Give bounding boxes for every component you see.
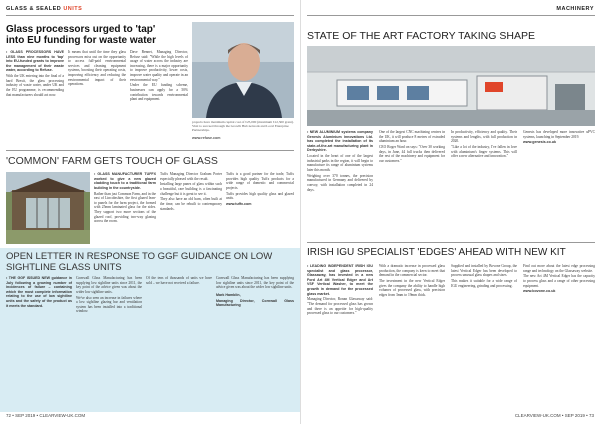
story2-col1 bbox=[94, 172, 156, 248]
right-story2-para: This makes it suitable for a wide range of IGU engineering, grinding and processing. bbox=[451, 278, 517, 288]
right-story1-para: Located in the heart of one of the largest industrial parks in the region, it will begin to manufacture its range of aluminium systems later this month. bbox=[307, 154, 373, 172]
header-rule bbox=[6, 15, 294, 16]
right-section-label: MACHINERY bbox=[556, 6, 594, 12]
story2-headline: 'COMMON' FARM GETS TOUCH OF GLASS bbox=[6, 155, 218, 167]
right-story2-para: Supplied and installed by Bovone Group, the latest Vertical Edger has been developed to process unusual glass shapes and sizes. bbox=[451, 264, 517, 278]
right-story1-para: Weighing over 370 tonnes, the precision manufactured in Germany and delivered by convoy, with installation completed in 24 days. bbox=[307, 173, 373, 192]
right-story1-para: Genesis has developed more innovative uPVC systems, launching in September 2019. bbox=[523, 130, 595, 139]
story2-col2 bbox=[160, 172, 222, 248]
story3-col3 bbox=[146, 276, 212, 406]
left-footer: 72 • SEP 2019 • CLEARVIEW-UK.COM bbox=[6, 413, 86, 418]
right-story2-col3 bbox=[451, 264, 517, 410]
section-label-main: GLASS & SEALED bbox=[6, 6, 64, 12]
header-rule bbox=[307, 15, 595, 16]
right-story2-col4 bbox=[523, 264, 595, 410]
right-story2-para: Managing Director, Ronan Glassaway said: "The demand for processed glass has grown and there is an appetite for high-quality processed glass to our customers." bbox=[307, 297, 373, 316]
story1-col1 bbox=[6, 50, 64, 142]
right-story1-para: In productivity, efficiency and quality. Their systems and lengths, with full production in 2020. bbox=[451, 130, 517, 144]
story2-para: Tuffx provides high quality glass and glazed units. bbox=[226, 191, 294, 201]
story3-lead: • THE GGF ISSUED NEW guidance in July following a growing number of incidences of failure – containing which the most complete information relating to the use of low sightline units and the safety of the product as it meets the standard. bbox=[6, 276, 72, 308]
story2-para: Tuffx Managing Director Graham Porter especially pleased with the result. bbox=[160, 172, 222, 181]
right-story2-para: The investment in the new Vertical Edger gives the company the ability to handle high volumes of processed glass, with precision edges from 3mm to 19mm thick. bbox=[379, 278, 445, 297]
right-footer: CLEARVIEW-UK.COM • SEP 2019 • 73 bbox=[514, 413, 594, 418]
story-divider bbox=[307, 242, 595, 243]
right-story2-col2 bbox=[379, 264, 445, 410]
story2-para: Rather than just Common Farm, and in the east of Lincolnshire, the first glazed lean-to panels for the farm project, the formed with 25mm laminated glass for the sides. They support two more sections of the glazed roof, providing two-way glazing across the room. bbox=[94, 191, 156, 224]
right-story1-col2 bbox=[379, 130, 445, 238]
story2-para: Installing large panes of glass within such a beautiful, rare building is a fascinating challenge but it is great to see it. bbox=[160, 182, 222, 196]
story2-col3 bbox=[226, 172, 294, 248]
portrait-photo bbox=[192, 22, 294, 118]
right-story1-headline: STATE OF THE ART FACTORY TAKING SHAPE bbox=[307, 30, 535, 42]
story1-para: With the UK entering into the final of a hard Brexit, the glass processing industry of waste water, under UK and the EU programme, is recommending that manufacturers should act now. bbox=[6, 74, 64, 97]
story1-url[interactable]: www.refuse.com bbox=[192, 135, 221, 140]
story2-para: Tuffx is a good partner for the trade, Tuffx provides high quality Tuffx products for a wide range of domestic and commercial projects. bbox=[226, 172, 294, 190]
right-story1-lead: • NEW ALUMINIUM systems company Genesis Aluminium Innovations Ltd. has completed the installation of its state-of-the-art manufacturing plant in Derbyshire. bbox=[307, 130, 373, 153]
story1-col2 bbox=[68, 50, 126, 142]
story1-caption bbox=[192, 120, 294, 140]
story3-headline: OPEN LETTER IN RESPONSE TO GGF GUIDANCE ON LOW SIGHTLINE GLASS UNITS bbox=[6, 251, 273, 273]
right-story2-url[interactable]: www.bovone.co.uk bbox=[523, 289, 556, 294]
story3-para: Cornwall Glass Manufacturing has been supplying low sightline units since 2011, the key point of the advice given was about the wider low sightline units. bbox=[216, 276, 294, 290]
right-story2-headline: IRISH IGU SPECIALIST 'EDGES' AHEAD WITH NEW KIT bbox=[307, 247, 566, 258]
story3-para: Cornwall Glass Manufacturing has been supplying low sightline units since 2011, the key point of the advice given was about the wider low sightline units. bbox=[76, 276, 142, 294]
story3-sign-name: Mark Hamblin, bbox=[216, 292, 241, 297]
story3-para: Of the tens of thousands of units we have sold – we have not received a failure. bbox=[146, 276, 212, 285]
right-story1-col1 bbox=[307, 130, 373, 238]
right-story1-para: One of the largest CNC machining centres in the UK, it will produce 8 metres of extruded aluminium an hour. bbox=[379, 130, 445, 144]
story1-para: It means that until the time they glass processors miss out on the opportunity to access full-paid environmental services and cleaning equipment systems, boosting their operating costs, improving efficiency and reducing the environmental impact of their operations. bbox=[68, 50, 126, 87]
right-story2-lead: • LEADING INDEPENDENT IRISH IGU specialist and glass processor, Glassaway, has invested in a new Ford Art 4M Vertical Edger and Art VSF Vertical Washer, to meet the growth in demand for the processed glass market. bbox=[307, 264, 373, 296]
story2-para: They also have an old barn, often built at the time, can be rebuilt to contemporary standards. bbox=[160, 197, 222, 211]
story1-col3 bbox=[130, 50, 188, 142]
section-label bbox=[6, 6, 82, 12]
story-divider bbox=[6, 150, 294, 151]
story2-lead: • GLASS MANUFACTURER TUFFX worked to give a new glazed cladding touch to a traditional farm building in the countryside. bbox=[94, 172, 156, 190]
story1-lead: • GLASS PROCESSORS HAVE LESS than nine months to 'tap' into EU-funded grants to improve the management of their waste water, according to Refuse. bbox=[6, 50, 64, 73]
story3-col4 bbox=[216, 276, 294, 406]
story1-para: Under the EU funding scheme, businesses can apply for a 50% contribution towards environmental plant and equipment. bbox=[130, 83, 188, 102]
right-story1-url[interactable]: www.genesis.co.uk bbox=[523, 140, 557, 145]
story1-para: Dave Bennet, Managing Director, Refuse said: "While the high levels of usage of water across the industry are increasing, there is a major opportunity to improve productivity, lower costs, improve water quality and operate in an environmental way." bbox=[130, 50, 188, 82]
right-story1-para: CEO Roger Ward on says: "Over 30 working days, in June, 44 full trucks then delivered the rest of the machinery and equipment for our customers." bbox=[379, 144, 445, 163]
story1-headline: Glass processors urged to 'tap' into EU funding for waste water bbox=[6, 24, 157, 46]
section-label-accent: UNITS bbox=[63, 6, 83, 12]
story3-col2 bbox=[76, 276, 142, 406]
story2-url[interactable]: www.tuffx.com bbox=[226, 201, 252, 206]
story3-para: We've also seen an increase in failures where a low sightline glazing bar and ventilation system has been installed into a traditional window. bbox=[76, 295, 142, 314]
story3-col1 bbox=[6, 276, 72, 406]
right-story2-para: With a dramatic increase in processed glass production, the company is keen to meet that demand in the commercial sector. bbox=[379, 264, 445, 278]
right-story2-para: Find out more about the latest edge processing range and technology on the Glassaway website. bbox=[523, 264, 595, 273]
right-story1-col3 bbox=[451, 130, 517, 238]
right-page bbox=[300, 0, 600, 424]
right-story2-para: The new Art 4M Vertical Edger has the capacity to process glass and a range of other processing equipment. bbox=[523, 274, 595, 288]
farm-photo bbox=[6, 172, 90, 244]
story1-caption-text: projects have maximum capital cost of £25,000 (maximum £12,500 grant). Visit to succeed through the Growth Hub network and Local Enterprise Partnerships. bbox=[192, 120, 294, 133]
right-story1-para: "Like a lot of the industry, I've fallen in love with aluminium's finger systems. This will offer a new alternative and innovation." bbox=[451, 144, 517, 159]
factory-photo bbox=[307, 46, 595, 126]
right-story1-col4 bbox=[523, 130, 595, 238]
right-story2-col1 bbox=[307, 264, 373, 410]
story3-sign-title: Managing Director, Cornwall Glass Manufacturing bbox=[216, 298, 294, 308]
